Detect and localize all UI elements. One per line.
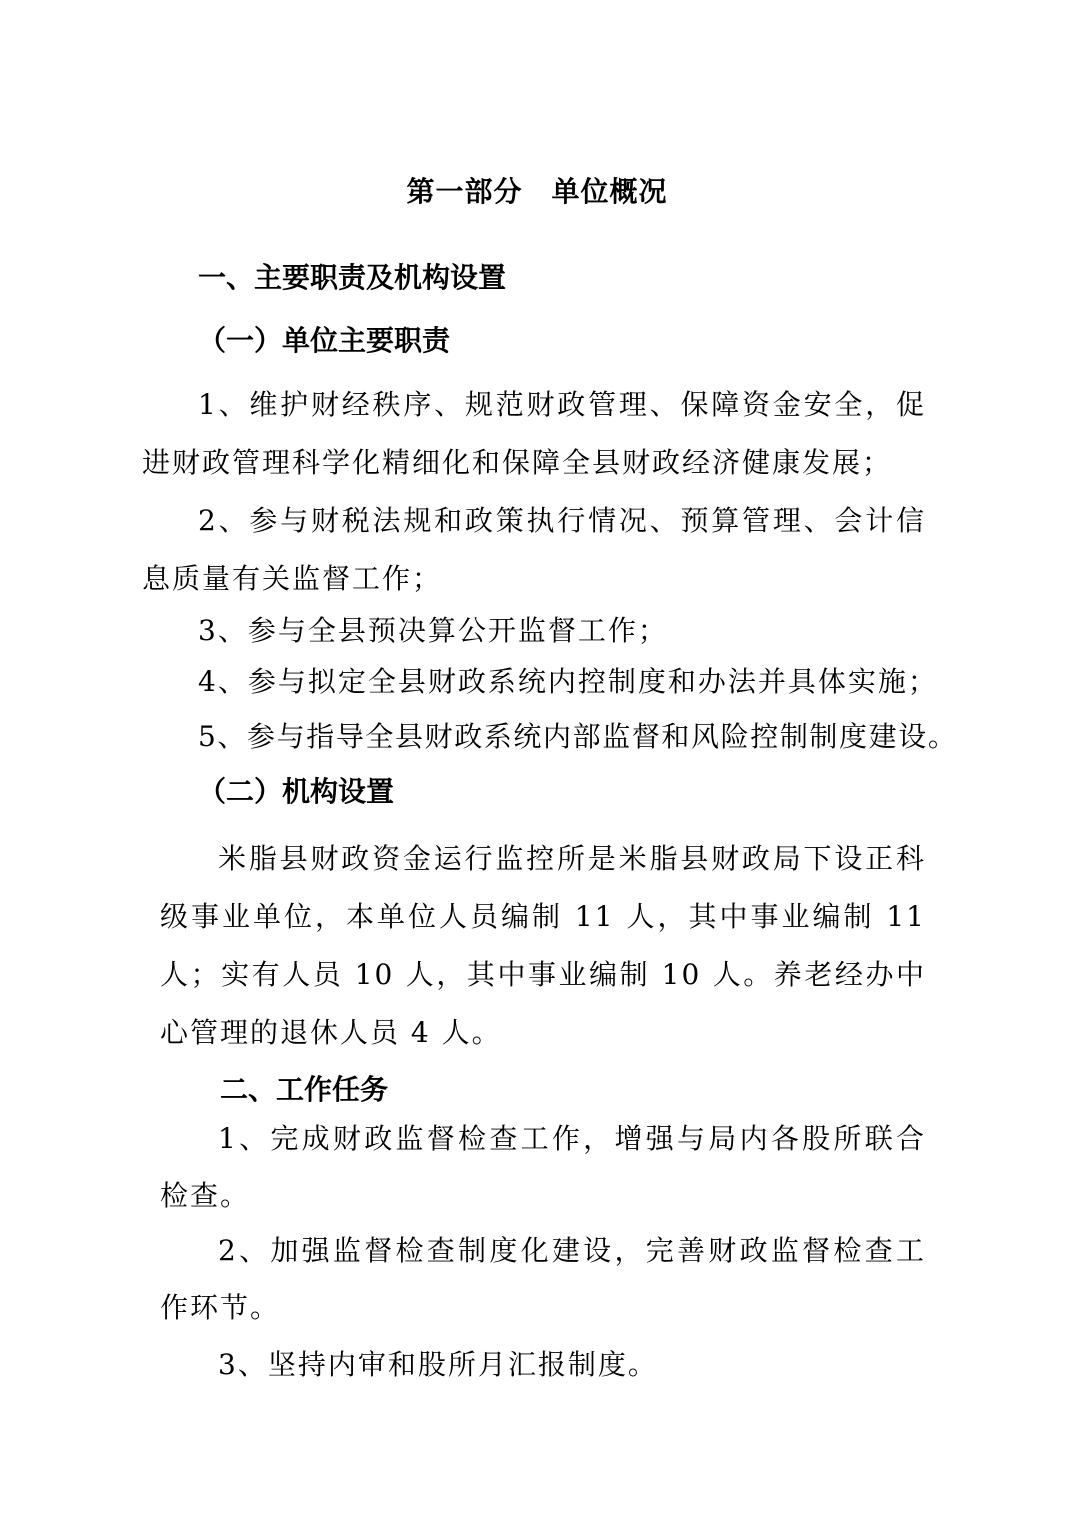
- section-heading-work-tasks: 二、工作任务: [220, 1073, 389, 1106]
- duty-item-4: 4、参与拟定全县财政系统内控制度和办法并具体实施；: [198, 665, 938, 698]
- organization-paragraph: 米脂县财政资金运行监控所是米脂县财政局下设正科级事业单位，本单位人员编制 11 人，其中事业编制 11 人；实有人员 10 人，其中事业编制 10 人。养老经办中心管理的退休人员 4 人。: [160, 842, 926, 1049]
- section-heading-main-duties: 一、主要职责及机构设置: [198, 261, 507, 294]
- duty-item-5: 5、参与指导全县财政系统内部监督和风险控制制度建设。: [198, 720, 958, 753]
- duty-item-3: 3、参与全县预决算公开监督工作；: [198, 614, 668, 647]
- task-item-1: 1、完成财政监督检查工作，增强与局内各股所联合检查。: [160, 1122, 926, 1212]
- subsection-heading-duties: （一）单位主要职责: [198, 324, 451, 357]
- duty-item-1: 1、维护财经秩序、规范财政管理、保障资金安全，促进财政管理科学化精细化和保障全县财政经济健康发展；: [142, 388, 926, 479]
- subsection-heading-organization: （二）机构设置: [198, 775, 395, 808]
- duty-item-2: 2、参与财税法规和政策执行情况、预算管理、会计信息质量有关监督工作；: [142, 504, 926, 595]
- page-title: 第一部分 单位概况: [406, 175, 668, 208]
- task-item-3: 3、坚持内审和股所月汇报制度。: [218, 1348, 658, 1381]
- task-item-2: 2、加强监督检查制度化建设，完善财政监督检查工作环节。: [160, 1234, 926, 1324]
